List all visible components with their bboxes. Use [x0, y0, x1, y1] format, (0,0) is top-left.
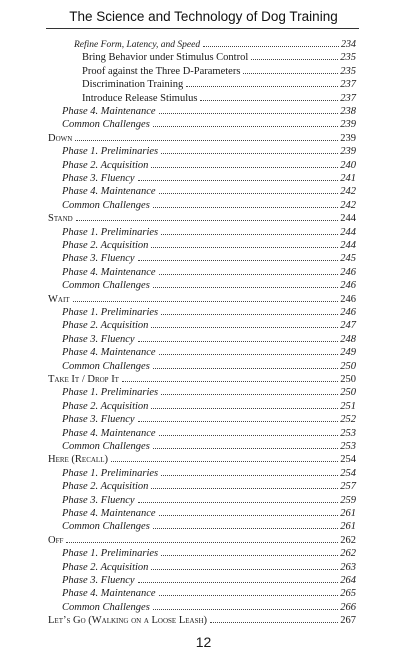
dot-leader	[138, 420, 339, 422]
dot-leader	[159, 434, 339, 436]
toc-entry-label: Here (Recall)	[48, 454, 108, 466]
toc-entry	[82, 78, 356, 91]
toc-entry	[62, 386, 356, 399]
toc-entry-label: Phase 1. Preliminaries	[62, 307, 159, 318]
toc-entry-label: Phase 2. Acquisition	[62, 159, 149, 171]
toc-entry-label: Phase 1. Preliminaries	[62, 387, 159, 399]
toc-entry-page: 261	[340, 521, 356, 533]
toc-entry-page: 250	[340, 360, 356, 372]
dot-leader	[161, 233, 338, 235]
toc-entry-label: Off	[48, 534, 64, 546]
toc-entry	[62, 467, 356, 480]
dot-leader	[153, 527, 338, 529]
toc-entry	[62, 547, 356, 560]
toc-entry-label: Bring Behavior under Stimulus Control	[82, 52, 249, 64]
toc-entry-page: 265	[340, 588, 356, 600]
toc-entry	[62, 105, 356, 118]
toc-entry-page: 253	[340, 441, 356, 452]
dot-leader	[122, 380, 338, 382]
toc-entry	[62, 172, 356, 185]
toc-entry	[82, 92, 356, 105]
dot-leader	[111, 460, 338, 462]
toc-entry	[62, 319, 356, 332]
toc-entry	[62, 159, 356, 172]
toc-entry-label: Discrimination Training	[82, 79, 184, 91]
toc-entry-label: Phase 2. Acquisition	[62, 320, 149, 332]
toc-entry-label: Take It / Drop It	[48, 374, 119, 385]
toc-entry-label: Stand	[48, 213, 73, 225]
dot-leader	[151, 487, 338, 489]
toc-entry-label: Phase 3. Fluency	[62, 253, 135, 265]
toc-section-entry	[48, 453, 356, 466]
toc-entry-page: 241	[340, 173, 356, 184]
toc-section-entry	[48, 614, 356, 627]
dot-leader	[73, 300, 339, 302]
toc-entry	[62, 346, 356, 359]
toc-entry-page: 246	[340, 293, 356, 305]
dot-leader	[151, 568, 338, 570]
toc-entry-page: 247	[340, 320, 356, 332]
dot-leader	[203, 45, 339, 47]
dot-leader	[76, 219, 339, 221]
dot-leader	[153, 286, 338, 288]
dot-leader	[159, 514, 339, 516]
toc-entry	[62, 360, 356, 373]
running-header: The Science and Technology of Dog Training	[69, 9, 338, 24]
dot-leader	[138, 501, 339, 503]
toc-entry-page: 246	[340, 307, 356, 318]
toc-entry	[62, 587, 356, 600]
dot-leader	[75, 139, 338, 141]
toc-section-entry	[48, 293, 356, 306]
dot-leader	[151, 326, 338, 328]
toc-entry-page: 240	[340, 159, 356, 171]
toc-entry-page: 250	[340, 387, 356, 399]
toc-entry	[62, 413, 356, 426]
toc-entry-label: Down	[48, 132, 73, 144]
toc-entry	[62, 266, 356, 279]
toc-entry-page: 257	[340, 481, 356, 493]
toc-entry-label: Phase 4. Maintenance	[62, 508, 156, 519]
toc-entry-label: Refine Form, Latency, and Speed	[74, 40, 201, 50]
toc-entry-label: Phase 4. Maintenance	[62, 427, 156, 439]
toc-entry-page: 239	[340, 132, 356, 144]
toc-entry-label: Phase 4. Maintenance	[62, 106, 156, 117]
dot-leader	[161, 554, 338, 556]
toc-entry-label: Phase 2. Acquisition	[62, 240, 149, 251]
toc-entry-page: 251	[340, 400, 356, 412]
toc-entry-page: 242	[340, 199, 356, 211]
toc-entry-label: Introduce Release Stimulus	[82, 92, 198, 104]
toc-entry	[62, 480, 356, 493]
toc-entry	[62, 520, 356, 533]
toc-entry-label: Phase 3. Fluency	[62, 494, 135, 506]
toc-entry-label: Common Challenges	[62, 441, 150, 452]
dot-leader	[138, 179, 339, 181]
toc-entry-page: 254	[340, 454, 356, 466]
toc-entry-page: 259	[340, 494, 356, 506]
toc-entry-label: Phase 4. Maintenance	[62, 186, 156, 198]
toc-entry	[62, 561, 356, 574]
toc-entry-label: Phase 2. Acquisition	[62, 561, 149, 573]
dot-leader	[159, 112, 339, 114]
toc-entry	[62, 400, 356, 413]
toc-entry-page: 261	[340, 508, 356, 519]
toc-entry-label: Phase 3. Fluency	[62, 333, 135, 345]
toc-entry-page: 267	[340, 615, 356, 627]
toc-entry-label: Phase 4. Maintenance	[62, 588, 156, 600]
toc-entry-page: 253	[340, 427, 356, 439]
toc-entry-page: 262	[340, 548, 356, 560]
toc-entry-label: Common Challenges	[62, 601, 150, 613]
toc-entry	[62, 494, 356, 507]
dot-leader	[159, 353, 339, 355]
toc-entry-page: 254	[340, 467, 356, 479]
toc-entry-label: Phase 4. Maintenance	[62, 266, 156, 278]
dot-leader	[138, 259, 339, 261]
dot-leader	[161, 313, 338, 315]
dot-leader	[151, 246, 338, 248]
toc-entry	[62, 574, 356, 587]
dot-leader	[153, 206, 338, 208]
dot-leader	[138, 581, 339, 583]
toc-entry-label: Phase 3. Fluency	[62, 575, 135, 586]
toc-entry	[82, 51, 356, 64]
toc-entry-page: 252	[340, 414, 356, 426]
toc-entry-page: 235	[340, 65, 356, 77]
toc-entry-label: Common Challenges	[62, 360, 150, 372]
toc-entry-label: Phase 1. Preliminaries	[62, 226, 159, 238]
dot-leader	[153, 447, 338, 449]
dot-leader	[153, 367, 338, 369]
dot-leader	[186, 85, 338, 87]
toc-entry-page: 237	[340, 92, 356, 104]
toc-entry	[62, 252, 356, 265]
toc-entry	[62, 239, 356, 252]
toc-section-entry	[48, 534, 356, 547]
dot-leader	[151, 166, 338, 168]
toc-entry	[62, 507, 356, 520]
toc-entry-label: Common Challenges	[62, 199, 150, 211]
toc-entry	[62, 185, 356, 198]
toc-entry	[62, 601, 356, 614]
toc-entry-page: 249	[340, 347, 356, 359]
dot-leader	[159, 594, 339, 596]
toc-entry-label: Phase 2. Acquisition	[62, 481, 149, 493]
toc-section-entry	[48, 373, 356, 386]
toc-entry-page: 248	[340, 333, 356, 345]
toc-entry	[62, 279, 356, 292]
dot-leader	[161, 152, 338, 154]
toc-entry	[62, 333, 356, 346]
toc-entry	[62, 427, 356, 440]
dot-leader	[66, 541, 338, 543]
page-number: 12	[195, 634, 212, 650]
toc-entry-label: Phase 3. Fluency	[62, 414, 135, 426]
toc-entry-page: 266	[340, 601, 356, 613]
toc-entry-label: Phase 4. Maintenance	[62, 347, 156, 359]
toc-entry	[74, 38, 356, 51]
toc-entry-label: Let’s Go (Walking on a Loose Leash)	[48, 615, 208, 627]
toc-entry-label: Common Challenges	[62, 521, 150, 533]
dot-leader	[243, 72, 338, 74]
toc-entry	[62, 306, 356, 319]
toc-entry	[62, 440, 356, 453]
dot-leader	[161, 474, 338, 476]
toc-section-entry	[48, 212, 356, 225]
toc-entry-page: 239	[340, 146, 356, 158]
toc-entry-label: Wait	[48, 293, 70, 305]
toc-entry-page: 237	[340, 79, 356, 91]
toc-entry-page: 246	[340, 280, 356, 292]
toc-entry	[62, 199, 356, 212]
toc-entry-page: 262	[340, 534, 356, 546]
toc-entry-page: 244	[340, 213, 356, 225]
toc-entry-page: 245	[340, 253, 356, 265]
dot-leader	[159, 192, 339, 194]
toc-entry	[82, 65, 356, 78]
toc-entry-page: 234	[341, 39, 356, 50]
toc-entry-page: 244	[340, 240, 356, 251]
toc-section-entry	[48, 132, 356, 145]
dot-leader	[151, 407, 338, 409]
toc-entry-label: Phase 1. Preliminaries	[62, 548, 159, 560]
toc-entry	[62, 226, 356, 239]
dot-leader	[153, 125, 338, 127]
toc-entry-page: 242	[340, 186, 356, 198]
dot-leader	[210, 621, 338, 623]
toc-entry-label: Proof against the Three D-Parameters	[82, 65, 241, 77]
toc-entry	[62, 145, 356, 158]
dot-leader	[200, 99, 338, 101]
dot-leader	[159, 273, 339, 275]
dot-leader	[251, 58, 338, 60]
toc-entry-label: Common Challenges	[62, 119, 150, 131]
toc-entry-page: 235	[340, 52, 356, 64]
dot-leader	[161, 393, 338, 395]
toc-entry-page: 246	[340, 266, 356, 278]
toc-entry-page: 238	[340, 106, 356, 117]
toc-entry-label: Phase 3. Fluency	[62, 173, 135, 184]
toc-entry-label: Common Challenges	[62, 280, 150, 292]
dot-leader	[153, 608, 338, 610]
toc-entry-label: Phase 1. Preliminaries	[62, 146, 159, 158]
header-rule	[46, 28, 359, 29]
toc-entry	[62, 118, 356, 131]
toc-entry-page: 264	[340, 575, 356, 586]
toc-entry-label: Phase 2. Acquisition	[62, 400, 149, 412]
toc-entry-page: 250	[340, 374, 356, 385]
toc-entry-page: 239	[340, 119, 356, 131]
toc-entry-label: Phase 1. Preliminaries	[62, 467, 159, 479]
dot-leader	[138, 340, 339, 342]
toc-entry-page: 263	[340, 561, 356, 573]
toc-entry-page: 244	[340, 226, 356, 238]
